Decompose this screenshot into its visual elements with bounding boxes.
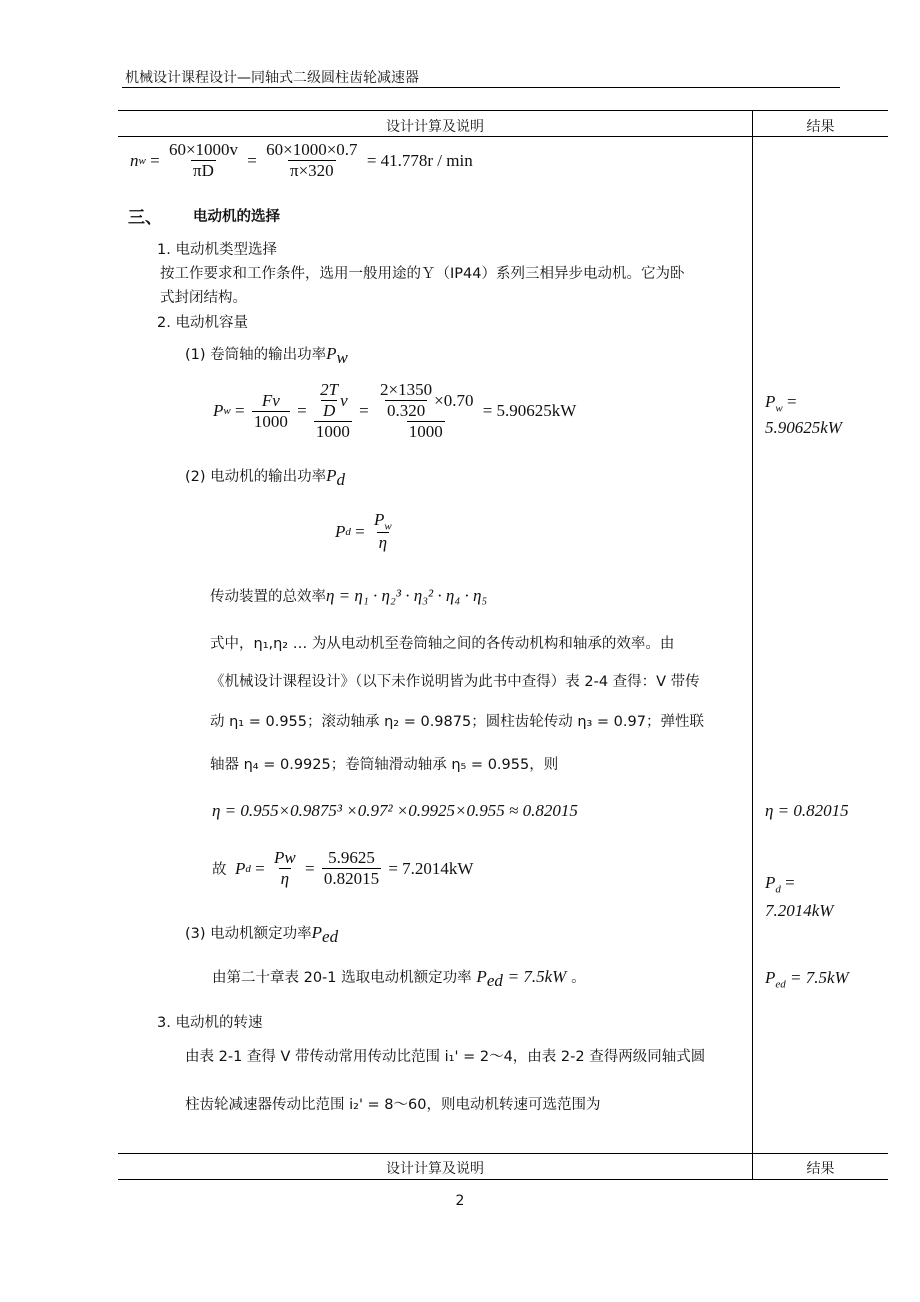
column-header-main: 设计计算及说明 bbox=[386, 119, 484, 135]
equation-eta: η = 0.955×0.9875³ ×0.97² ×0.9925×0.955 ≈ 0.82015 bbox=[212, 801, 578, 820]
result-eta: η = 0.82015 bbox=[765, 801, 849, 820]
table-bottom-top-rule bbox=[118, 1153, 888, 1154]
table-column-divider bbox=[752, 110, 753, 1154]
nw-fraction-2: $\frac{60\times 1000\times 0.7}{\pi\times 320}$ bbox=[266, 140, 358, 180]
result-pd: $P_d$ = bbox=[765, 873, 795, 896]
nw-subscript: w bbox=[138, 154, 146, 167]
pw-result: = 5.90625kW bbox=[482, 401, 577, 420]
section-title: 电动机的选择 bbox=[193, 209, 280, 225]
equation-pd: P d = $\frac{P_w}{\eta}$ bbox=[335, 510, 392, 553]
sub3-heading: (3) 电动机额定功率$P_{ed}$ bbox=[185, 923, 339, 946]
result-pd-value: 7.2014kW bbox=[765, 901, 834, 920]
column-header-main-bottom: 设计计算及说明 bbox=[386, 1161, 484, 1177]
running-header: 机械设计课程设计—同轴式二级圆柱齿轮减速器 bbox=[125, 70, 419, 86]
sub1-heading: (1) 卷筒轴的输出功率$P_w$ bbox=[185, 344, 348, 367]
item1-line2: 式封闭结构。 bbox=[160, 290, 247, 306]
item3-line1: 由表 2-1 查得 V 带传动常用传动比范围 i₁' = 2～4，由表 2-2 查得两级同轴式圆 bbox=[185, 1049, 706, 1065]
item3-label: 3. 电动机的转速 bbox=[157, 1015, 263, 1031]
result-pw: $P_w$ = bbox=[765, 392, 797, 415]
page-number: 2 bbox=[455, 1193, 465, 1209]
pw-fraction-3: $\frac{2\times 1350}{0.320}$ ×0.70 1000 bbox=[380, 380, 474, 441]
nw-fraction-1: $\frac{60\times 1000v}{\pi D}$ bbox=[168, 140, 239, 180]
column-header-result-bottom: 结果 bbox=[806, 1161, 835, 1177]
nw-symbol: n bbox=[130, 150, 139, 170]
item1-label: 1. 电动机类型选择 bbox=[157, 242, 277, 258]
item1-line1: 按工作要求和工作条件，选用一般用途的Ｙ（IP44）系列三相异步电动机。它为卧 bbox=[160, 266, 685, 282]
header-rule bbox=[122, 87, 840, 88]
table-top-rule bbox=[118, 110, 888, 111]
sub2-heading: (2) 电动机的输出功率$P_d$ bbox=[185, 466, 346, 489]
pd-result: = 7.2014kW bbox=[388, 858, 474, 878]
pw-fraction-1: $\frac{Fv}{1000}$ bbox=[253, 390, 288, 431]
pw-fraction-2: $\frac{2T}{D}$ v 1000 bbox=[315, 380, 350, 441]
section-number: 三、 bbox=[128, 208, 162, 228]
para-line-1: 式中，η₁,η₂ … 为从电动机至卷筒轴之间的各传动机构和轴承的效率。由 bbox=[210, 636, 675, 652]
column-header-result: 结果 bbox=[806, 119, 835, 135]
result-pw-value: 5.90625kW bbox=[765, 418, 842, 437]
equation-pw: P w = $\frac{Fv}{1000}$ = $\frac{2T}{D}$ v 1000 = $\frac{2\times 1350}{0.320}$ ×0.70 1000 = 5.90625kW bbox=[213, 380, 577, 441]
equation-nw: n w = $\frac{60\times 1000v}{\pi D}$ = $\frac{60\times 1000\times 0.7}{\pi\times 320}$ = 41.778r / min bbox=[130, 140, 473, 180]
table-bottom-rule bbox=[118, 1179, 888, 1180]
table-header-rule bbox=[118, 136, 888, 137]
para-line-2: 《机械设计课程设计》（以下未作说明皆为此书中查得）表 2-4 查得：V 带传 bbox=[210, 674, 700, 690]
result-ped: $P_{ed} = 7.5kW$ bbox=[765, 968, 849, 991]
total-efficiency-line: 传动装置的总效率η = η₁ · η₂³ · η₃² · η₄ · η₅ bbox=[210, 586, 488, 605]
item3-line2: 柱齿轮减速器传动比范围 i₂' = 8～60，则电动机转速可选范围为 bbox=[185, 1097, 601, 1113]
para-line-4: 轴器 η₄ = 0.9925；卷筒轴滑动轴承 η₅ = 0.955，则 bbox=[210, 757, 559, 773]
item2-label: 2. 电动机容量 bbox=[157, 315, 248, 331]
rated-power-line: 由第二十章表 20-1 选取电动机额定功率 $P_{ed} = 7.5kW$ 。 bbox=[212, 967, 586, 990]
equation-pd-numeric: 故 P d = $\frac{Pw}{\eta}$ = $\frac{5.9625}{0.82015}$ = 7.2014kW bbox=[212, 848, 474, 888]
para-line-3: 动 η₁ = 0.955；滚动轴承 η₂ = 0.9875；圆柱齿轮传动 η₃ = 0.97；弹性联 bbox=[210, 714, 704, 730]
nw-result: = 41.778r / min bbox=[366, 150, 473, 170]
